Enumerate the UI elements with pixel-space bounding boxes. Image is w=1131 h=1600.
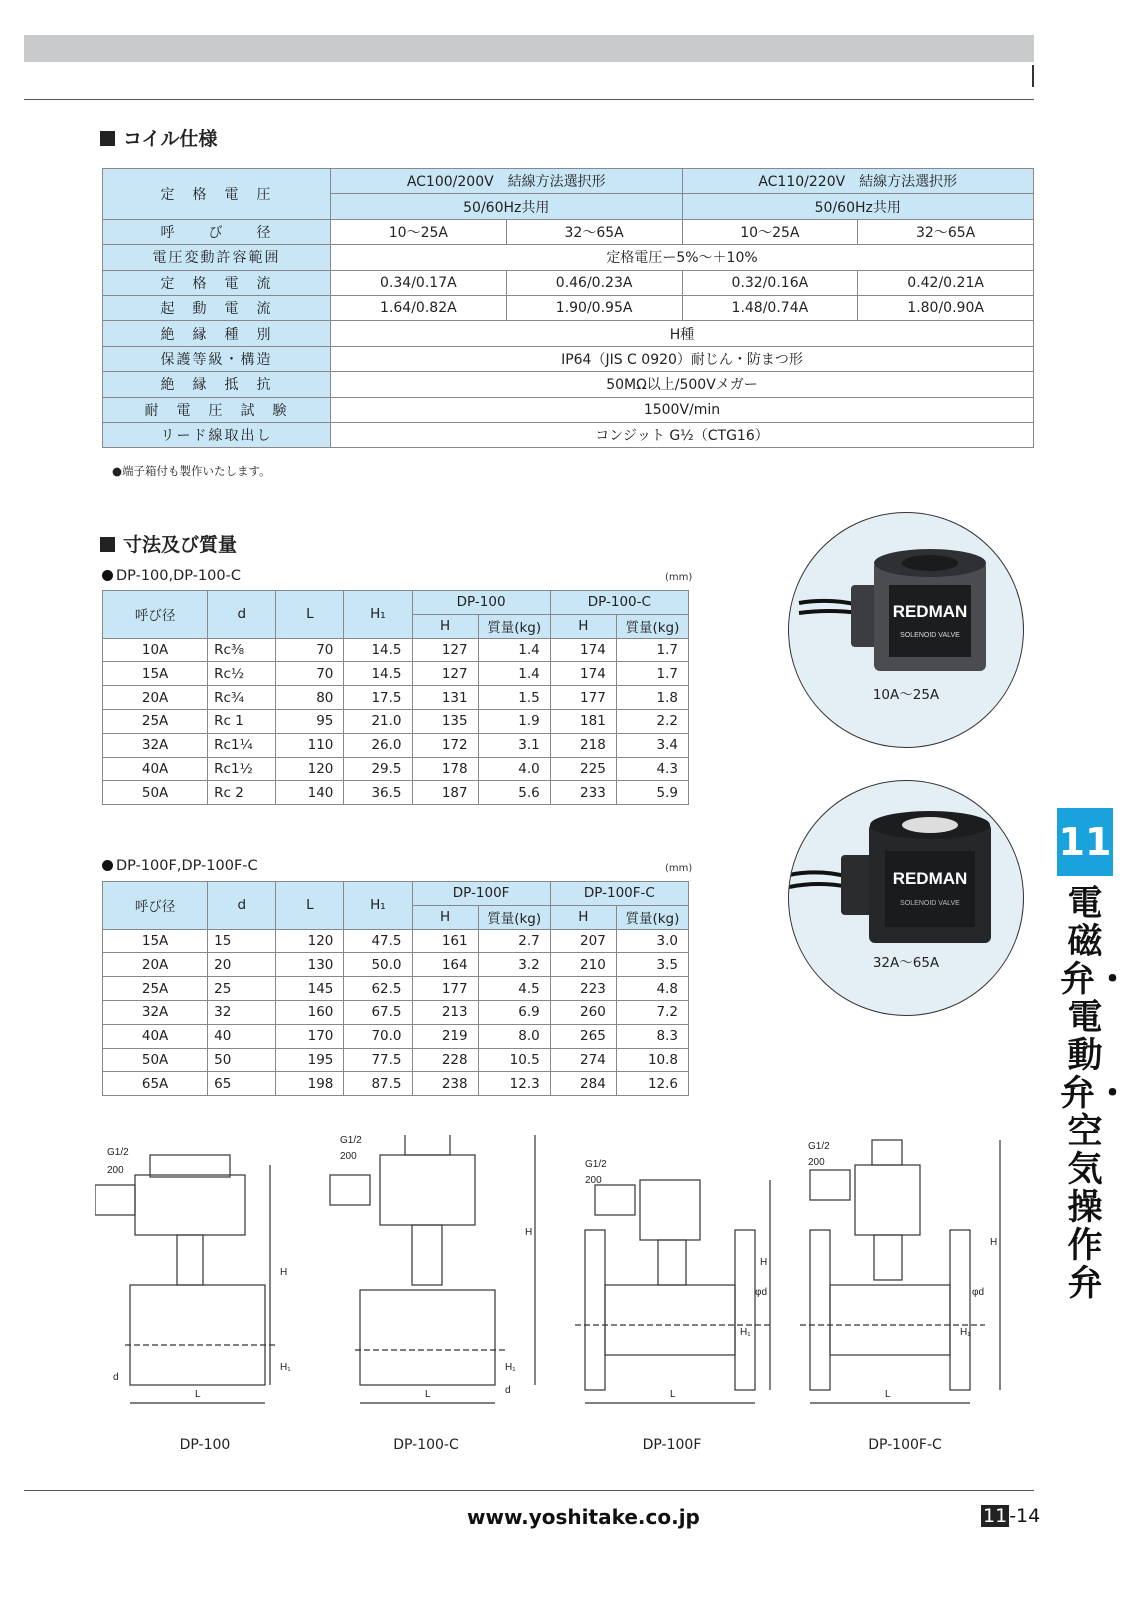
value-cell: 1.7 [616,638,688,662]
svg-text:REDMAN: REDMAN [892,602,968,621]
header-H: H [550,614,616,638]
header-H1: H₁ [344,591,412,639]
value-cell: 70 [276,638,344,662]
value-cell: 20 [208,953,276,977]
value-cell: 3.2 [478,953,550,977]
value-cell: 14.5 [344,638,412,662]
value-cell: 10.8 [616,1048,688,1072]
value-cell: 110 [276,733,344,757]
cell: 0.42/0.21A [858,270,1034,295]
solenoid-coil-icon [789,513,1024,748]
value-cell: 4.5 [478,977,550,1001]
square-bullet-icon [100,537,115,552]
value-cell: 8.3 [616,1024,688,1048]
coil-section-title: コイル仕様 [100,124,217,151]
photo-caption: 10A〜25A [872,687,940,703]
value-cell: 1.4 [478,638,550,662]
cell: 1.64/0.82A [331,295,507,320]
header-d: d [208,882,276,930]
value-cell: 127 [412,662,478,686]
value-cell: 70 [276,662,344,686]
size-cell: 15A [103,929,208,953]
coil-row [103,321,1034,346]
header-d: d [208,591,276,639]
size-cell: 40A [103,757,208,781]
value-cell: 32 [208,1000,276,1024]
value-cell: 15 [208,929,276,953]
dims-section-title: 寸法及び質量 [100,530,237,557]
value-cell: 62.5 [344,977,412,1001]
merged-cell: H種 [331,321,1034,346]
value-cell: 170 [276,1024,344,1048]
value-cell: 198 [276,1072,344,1096]
size-cell: 50A [103,781,208,805]
cell: 32〜65A [506,219,682,244]
dimension-table-dp100f [102,881,689,1096]
coil-row [103,422,1034,447]
header-size: 呼び径 [103,591,208,639]
value-cell: 120 [276,757,344,781]
svg-text:H₁: H₁ [505,1362,516,1373]
svg-text:200: 200 [107,1165,124,1176]
cell: 1.80/0.90A [858,295,1034,320]
value-cell: 12.3 [478,1072,550,1096]
value-cell: 177 [412,977,478,1001]
header-size: 呼び径 [103,882,208,930]
value-cell: 7.2 [616,1000,688,1024]
table-row [103,1072,689,1096]
bullet-icon [102,570,113,581]
value-cell: Rc¾ [208,686,276,710]
header-H: H [412,614,478,638]
table-row [103,662,689,686]
col-a-frequency: 50/60Hz共用 [331,194,683,219]
bullet-icon [102,860,113,871]
photo-caption: 32A〜65A [872,955,940,971]
footer-rule [24,1490,1034,1491]
table-row [103,1024,689,1048]
coil-row [103,372,1034,397]
coil-row [103,245,1034,270]
cell: 32〜65A [858,219,1034,244]
value-cell: 174 [550,662,616,686]
drawing-caption: DP-100F-C [868,1437,942,1453]
svg-text:L: L [195,1389,201,1400]
coil-photo-large [788,780,1024,1016]
value-cell: 4.0 [478,757,550,781]
value-cell: 274 [550,1048,616,1072]
value-cell: 238 [412,1072,478,1096]
size-cell: 32A [103,1000,208,1024]
value-cell: 127 [412,638,478,662]
table-row [103,733,689,757]
value-cell: 25 [208,977,276,1001]
drawing-caption: DP-100-C [393,1437,459,1453]
chapter-category [1060,884,1131,1304]
value-cell: 207 [550,929,616,953]
value-cell: 3.1 [478,733,550,757]
coil-row [103,219,1034,244]
row-label: 保護等級・構造 [103,346,331,371]
drawing-dp100c [320,1135,550,1435]
value-cell: 1.4 [478,662,550,686]
header-mass: 質量(kg) [478,905,550,929]
merged-cell: 50MΩ以上/500Vメガー [331,372,1034,397]
rated-voltage-label: 定 格 電 圧 [103,169,331,220]
svg-text:φd: φd [972,1287,985,1298]
table-row [103,686,689,710]
value-cell: 1.5 [478,686,550,710]
unit-label: (mm) [665,572,693,583]
value-cell: 12.6 [616,1072,688,1096]
svg-text:φd: φd [755,1287,768,1298]
merged-cell: コンジット G½（CTG16） [331,422,1034,447]
header-group-1: DP-100 [412,591,550,615]
value-cell: 2.7 [478,929,550,953]
value-cell: 161 [412,929,478,953]
website-link[interactable]: www.yoshitake.co.jp [467,1505,700,1529]
value-cell: 3.5 [616,953,688,977]
size-cell: 10A [103,638,208,662]
value-cell: 17.5 [344,686,412,710]
coil-row [103,346,1034,371]
value-cell: 223 [550,977,616,1001]
cell: 1.48/0.74A [682,295,858,320]
table-row [103,929,689,953]
value-cell: Rc1½ [208,757,276,781]
value-cell: 228 [412,1048,478,1072]
merged-cell: 1500V/min [331,397,1034,422]
drawing-caption: DP-100F [642,1437,702,1453]
size-cell: 65A [103,1072,208,1096]
value-cell: 213 [412,1000,478,1024]
cell: 1.90/0.95A [506,295,682,320]
header-group-1: DP-100F [412,882,550,906]
header-rule [24,99,1034,100]
merged-cell: IP64（JIS C 0920）耐じん・防まつ形 [331,346,1034,371]
svg-text:G1/2: G1/2 [585,1159,607,1170]
value-cell: 26.0 [344,733,412,757]
value-cell: 4.8 [616,977,688,1001]
svg-text:L: L [885,1389,891,1400]
table-row [103,1048,689,1072]
value-cell: 40 [208,1024,276,1048]
value-cell: Rc½ [208,662,276,686]
value-cell: 260 [550,1000,616,1024]
value-cell: 130 [276,953,344,977]
size-cell: 50A [103,1048,208,1072]
row-label: 呼 び 径 [103,219,331,244]
size-cell: 25A [103,709,208,733]
table2-subtitle: DP-100F,DP-100F-C [102,858,258,874]
svg-text:H: H [990,1237,998,1248]
row-label: 耐 電 圧 試 験 [103,397,331,422]
svg-text:H₁: H₁ [740,1327,751,1338]
value-cell: 172 [412,733,478,757]
svg-text:G1/2: G1/2 [808,1141,830,1152]
cell: 0.46/0.23A [506,270,682,295]
category-text: 電磁弁・電動弁・空気操作弁 [1060,884,1131,1304]
cell: 0.32/0.16A [682,270,858,295]
row-label: 起 動 電 流 [103,295,331,320]
value-cell: 284 [550,1072,616,1096]
value-cell: 67.5 [344,1000,412,1024]
value-cell: 14.5 [344,662,412,686]
row-label: 絶 縁 種 別 [103,321,331,346]
value-cell: 21.0 [344,709,412,733]
svg-text:G1/2: G1/2 [340,1135,362,1146]
header-H: H [412,905,478,929]
page-chapter: 11 [983,1505,1008,1527]
coil-row [103,295,1034,320]
value-cell: 47.5 [344,929,412,953]
value-cell: 233 [550,781,616,805]
value-cell: 120 [276,929,344,953]
dimension-table-dp100 [102,590,689,805]
value-cell: 145 [276,977,344,1001]
size-cell: 40A [103,1024,208,1048]
value-cell: 50 [208,1048,276,1072]
coil-spec-table [102,168,1034,448]
value-cell: 160 [276,1000,344,1024]
drawing-caption: DP-100 [179,1437,231,1453]
value-cell: 164 [412,953,478,977]
drawing-dp100 [95,1135,325,1435]
value-cell: Rc 2 [208,781,276,805]
coil-photo-small [788,512,1024,748]
svg-text:d: d [505,1385,511,1396]
size-cell: 32A [103,733,208,757]
header-group-2: DP-100F-C [550,882,688,906]
value-cell: 1.7 [616,662,688,686]
value-cell: 219 [412,1024,478,1048]
header-H1: H₁ [344,882,412,930]
drawing-dp100f [570,1135,800,1435]
value-cell: 29.5 [344,757,412,781]
table1-body [103,638,689,805]
col-b-voltage: AC110/220V 結線方法選択形 [682,169,1034,194]
col-a-voltage: AC100/200V 結線方法選択形 [331,169,683,194]
value-cell: 5.6 [478,781,550,805]
svg-text:200: 200 [340,1151,357,1162]
size-cell: 15A [103,662,208,686]
coil-row [103,270,1034,295]
row-label: リード線取出し [103,422,331,447]
svg-text:200: 200 [585,1175,602,1186]
value-cell: 50.0 [344,953,412,977]
value-cell: 80 [276,686,344,710]
table-row [103,757,689,781]
value-cell: 210 [550,953,616,977]
header-L: L [276,882,344,930]
header-group-2: DP-100-C [550,591,688,615]
svg-text:200: 200 [808,1157,825,1168]
header-H: H [550,905,616,929]
page-num: -14 [1009,1505,1041,1527]
svg-text:SOLENOID VALVE: SOLENOID VALVE [900,900,960,907]
value-cell: 70.0 [344,1024,412,1048]
svg-text:H: H [525,1227,533,1238]
svg-text:L: L [425,1389,431,1400]
value-cell: 4.3 [616,757,688,781]
value-cell: 77.5 [344,1048,412,1072]
value-cell: Rc 1 [208,709,276,733]
unit-label: (mm) [665,863,693,874]
value-cell: Rc1¼ [208,733,276,757]
cell: 10〜25A [331,219,507,244]
page-number [981,1505,1040,1527]
header-mark [1032,65,1034,87]
value-cell: 177 [550,686,616,710]
chapter-tab: 11 [1057,808,1113,876]
value-cell: 187 [412,781,478,805]
value-cell: 225 [550,757,616,781]
table2-body [103,929,689,1096]
value-cell: 10.5 [478,1048,550,1072]
table1-subtitle: DP-100,DP-100-C [102,568,241,584]
value-cell: 3.4 [616,733,688,757]
value-cell: 1.9 [478,709,550,733]
value-cell: 135 [412,709,478,733]
merged-cell: 定格電圧ー5%〜＋10% [331,245,1034,270]
size-cell: 20A [103,686,208,710]
value-cell: Rc⅜ [208,638,276,662]
col-b-frequency: 50/60Hz共用 [682,194,1034,219]
value-cell: 178 [412,757,478,781]
table-row [103,709,689,733]
header-bar [24,35,1034,62]
value-cell: 218 [550,733,616,757]
header-mass: 質量(kg) [616,614,688,638]
header-mass: 質量(kg) [478,614,550,638]
value-cell: 265 [550,1024,616,1048]
svg-text:SOLENOID VALVE: SOLENOID VALVE [900,632,960,639]
row-label: 絶 縁 抵 抗 [103,372,331,397]
row-label: 電圧変動許容範囲 [103,245,331,270]
table-row [103,638,689,662]
value-cell: 2.2 [616,709,688,733]
coil-row [103,397,1034,422]
svg-text:H₁: H₁ [960,1327,971,1338]
value-cell: 5.9 [616,781,688,805]
svg-text:d: d [113,1372,119,1383]
solenoid-coil-icon [789,781,1024,1016]
size-cell: 20A [103,953,208,977]
table-row [103,1000,689,1024]
header-mass: 質量(kg) [616,905,688,929]
table-row [103,953,689,977]
value-cell: 195 [276,1048,344,1072]
value-cell: 65 [208,1072,276,1096]
drawing-dp100fc [800,1135,1030,1435]
value-cell: 181 [550,709,616,733]
value-cell: 1.8 [616,686,688,710]
svg-text:H: H [760,1257,768,1268]
value-cell: 95 [276,709,344,733]
value-cell: 174 [550,638,616,662]
svg-text:REDMAN: REDMAN [892,869,968,888]
table-row [103,977,689,1001]
row-label: 定 格 電 流 [103,270,331,295]
svg-text:H: H [280,1267,288,1278]
svg-text:G1/2: G1/2 [107,1147,129,1158]
cell: 0.34/0.17A [331,270,507,295]
value-cell: 8.0 [478,1024,550,1048]
value-cell: 6.9 [478,1000,550,1024]
size-cell: 25A [103,977,208,1001]
header-L: L [276,591,344,639]
value-cell: 36.5 [344,781,412,805]
coil-note: ●端子箱付も製作いたします。 [112,464,271,478]
table-row [103,781,689,805]
value-cell: 87.5 [344,1072,412,1096]
square-bullet-icon [100,131,115,146]
value-cell: 140 [276,781,344,805]
value-cell: 3.0 [616,929,688,953]
cell: 10〜25A [682,219,858,244]
svg-text:H₁: H₁ [280,1362,291,1373]
value-cell: 131 [412,686,478,710]
svg-text:L: L [670,1389,676,1400]
